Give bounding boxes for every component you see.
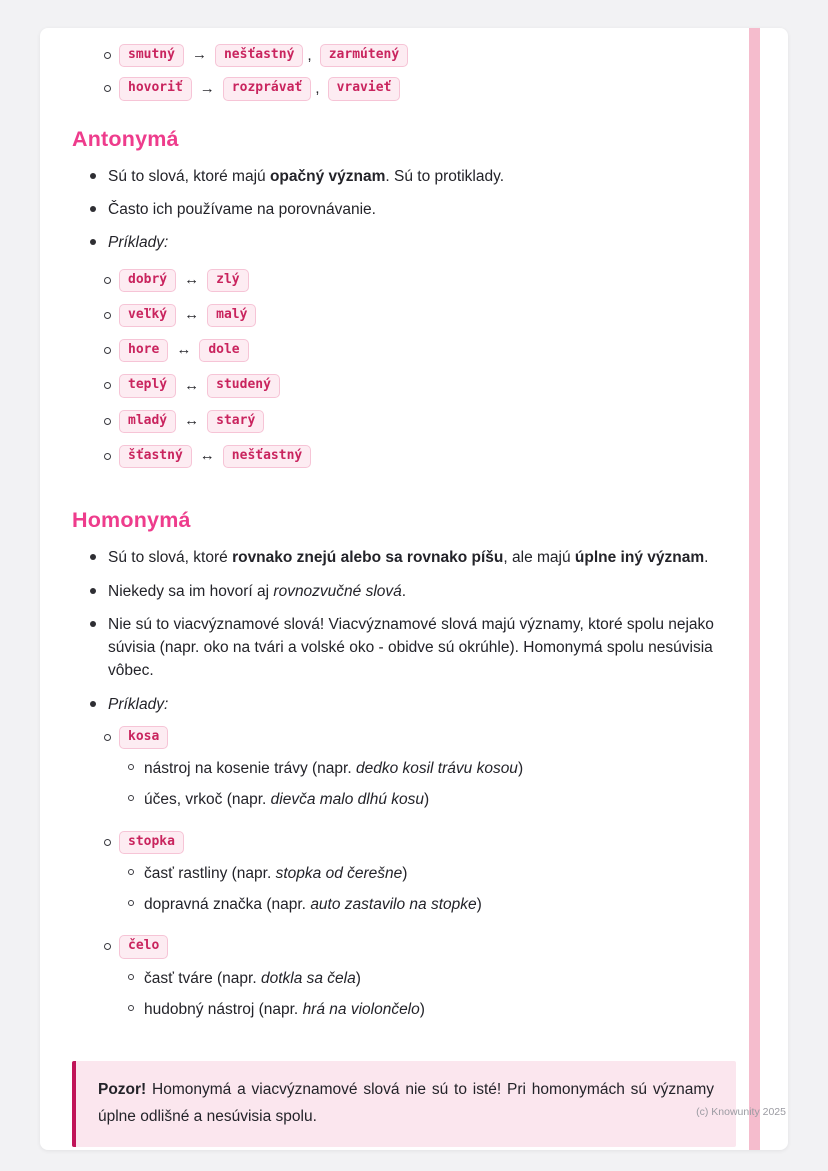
word-badge: stopka [119, 831, 184, 854]
text-segment: ) [419, 1000, 425, 1018]
list-item [90, 693, 736, 716]
arrow-both-icon: ↔ [184, 306, 200, 324]
list-item [128, 862, 736, 885]
list-item [90, 546, 736, 569]
bullet-marker [90, 701, 96, 707]
bullet-marker [128, 974, 134, 980]
text-segment: ) [355, 969, 361, 987]
meaning-text [144, 893, 482, 916]
word-badge: šťastný [119, 445, 192, 468]
word-badge: smutný [119, 44, 184, 67]
word-badge: nešťastný [223, 445, 311, 468]
bullet-marker [104, 382, 111, 389]
separator-comma: , [307, 47, 312, 64]
text-bold: opačný význam [269, 167, 386, 185]
arrow-both-icon: ↔ [176, 341, 192, 359]
bullet-marker [90, 554, 96, 560]
synonym-examples-list [104, 44, 736, 101]
list-item [104, 935, 736, 958]
meaning-text [144, 862, 407, 885]
meaning-text [144, 788, 429, 811]
text-bold: rovnako znejú alebo sa rovnako píšu [232, 549, 504, 567]
meanings-list [128, 862, 736, 917]
text-segment: hudobný nástroj (napr. [144, 1000, 303, 1018]
arrow-both-icon: ↔ [199, 447, 215, 465]
word-badge: zlý [207, 269, 248, 292]
bullet-text [108, 231, 736, 254]
text-italic: stopka od čerešne [275, 864, 403, 882]
list-item [104, 44, 736, 67]
list-item [104, 77, 736, 100]
bullet-marker [90, 239, 96, 245]
list-item [104, 339, 736, 362]
callout-text: Homonymá a viacvýznamové slová nie sú to isté! Pri homonymách sú významy úplne odlišné a nesúvisia spolu. [98, 1081, 714, 1126]
list-item [128, 998, 736, 1021]
list-item [90, 198, 736, 221]
section-heading-antonyma: Antonymá [72, 126, 179, 151]
page-content [40, 28, 788, 1147]
text-italic: dedko kosil trávu kosou [355, 760, 518, 777]
bullet-marker [128, 1005, 134, 1011]
text-segment: ) [424, 791, 430, 809]
bullet-text [108, 546, 736, 569]
meanings-list [128, 757, 736, 812]
text-segment: . Sú to protiklady. [385, 167, 505, 185]
text-segment: časť rastliny (napr. [144, 864, 276, 882]
meaning-text [144, 998, 425, 1021]
bullet-marker [104, 52, 111, 59]
arrow-both-icon: ↔ [184, 411, 200, 429]
bullet-text [108, 165, 736, 188]
list-item [104, 410, 736, 433]
homonym-example-stopka [104, 831, 736, 917]
text-segment: ) [517, 760, 524, 777]
bullet-marker [104, 312, 111, 319]
bullet-marker [90, 206, 96, 212]
list-item [90, 613, 736, 683]
arrow-both-icon: ↔ [184, 376, 200, 394]
bullet-marker [104, 734, 111, 741]
copyright-text: (c) Knowunity 2025 [696, 1106, 786, 1118]
separator-comma: , [315, 80, 320, 98]
word-badge: starý [207, 410, 264, 433]
bullet-marker [128, 869, 134, 875]
text-italic: Príklady: [108, 234, 169, 252]
antonyma-bullets [90, 165, 736, 255]
bullet-marker [90, 173, 96, 179]
homonym-example-kosa [104, 726, 736, 812]
list-item [90, 231, 736, 254]
bullet-marker [90, 621, 96, 627]
text-segment: ) [476, 896, 482, 913]
bullet-marker [104, 277, 111, 284]
word-badge: malý [207, 304, 256, 327]
list-item [128, 967, 736, 990]
word-badge: hore [119, 339, 168, 362]
word-badge: mladý [119, 410, 176, 433]
bullet-marker [128, 900, 134, 906]
document-page [40, 28, 788, 1150]
bullet-text: Nie sú to viacvýznamové slová! Viacvýznamové slová majú významy, ktoré spolu nejako súvisia (napr. oko na tvári a volské oko - obidve sú okrúhle). Homonymá spolu nesúvisia vôbec. [108, 615, 714, 680]
list-item [104, 374, 736, 397]
bullet-text: Často ich používame na porovnávanie. [108, 201, 376, 218]
text-italic: dotkla sa čela [260, 969, 356, 987]
word-badge: zarmútený [320, 44, 408, 67]
word-badge: kosa [119, 726, 168, 749]
text-segment: Niekedy sa im hovorí aj [108, 582, 274, 600]
homonym-example-celo [104, 935, 736, 1021]
arrow-right-icon: → [191, 46, 207, 64]
text-segment: časť tváre (napr. [144, 969, 261, 987]
bullet-text [108, 693, 736, 716]
bullet-marker [104, 943, 111, 950]
word-badge: veľký [119, 304, 176, 327]
word-badge: studený [207, 374, 280, 397]
text-italic: rovnozvučné slová [273, 582, 402, 600]
text-segment: Sú to slová, ktoré [108, 549, 233, 567]
text-segment: účes, vrkoč (napr. [144, 791, 271, 809]
arrow-both-icon: ↔ [184, 270, 200, 288]
meanings-list [128, 967, 736, 1022]
word-badge: čelo [119, 935, 168, 958]
text-segment: , ale majú [503, 549, 575, 567]
text-segment: Sú to slová, ktoré majú [108, 167, 270, 185]
text-segment: . [401, 582, 407, 600]
section-heading-homonyma: Homonymá [72, 508, 191, 532]
bullet-marker [104, 839, 111, 846]
bullet-marker [90, 588, 96, 594]
list-item [128, 757, 736, 780]
text-segment: . [704, 549, 709, 567]
text-italic: dievča malo dlhú kosu [270, 791, 425, 809]
word-badge: vravieť [328, 77, 401, 100]
bullet-marker [104, 347, 111, 354]
list-item [104, 304, 736, 327]
list-item [90, 165, 736, 188]
homonym-examples-list [104, 726, 736, 1021]
bullet-marker [128, 795, 134, 801]
list-item [104, 726, 736, 749]
word-badge: rozprávať [223, 77, 311, 100]
word-badge: dole [199, 339, 248, 362]
list-item [128, 788, 736, 811]
antonym-pairs-list [104, 269, 736, 469]
text-segment: dopravná značka (napr. [144, 896, 311, 913]
bullet-text [108, 580, 736, 603]
bullet-marker [128, 764, 134, 770]
word-badge: nešťastný [215, 44, 303, 67]
word-badge: teplý [119, 374, 176, 397]
meaning-text [144, 967, 361, 990]
homonyma-bullets [90, 546, 736, 716]
list-item [128, 893, 736, 916]
callout-label: Pozor! [98, 1081, 147, 1098]
text-italic: auto zastavilo na stopke [310, 896, 477, 913]
text-bold: úplne iný význam [574, 549, 705, 567]
list-item [90, 580, 736, 603]
list-item [104, 831, 736, 854]
word-badge: hovoriť [119, 77, 192, 100]
text-italic: hrá na violončelo [302, 1000, 420, 1018]
text-segment: nástroj na kosenie trávy (napr. [144, 760, 356, 777]
list-item [104, 269, 736, 292]
bullet-marker [104, 453, 111, 460]
text-segment: ) [402, 864, 408, 882]
word-badge: dobrý [119, 269, 176, 292]
meaning-text [144, 757, 523, 780]
text-italic: Príklady: [108, 695, 169, 713]
bullet-marker [104, 418, 111, 425]
arrow-right-icon: → [199, 79, 215, 97]
warning-callout [72, 1061, 736, 1147]
bullet-marker [104, 85, 111, 92]
list-item [104, 445, 736, 468]
